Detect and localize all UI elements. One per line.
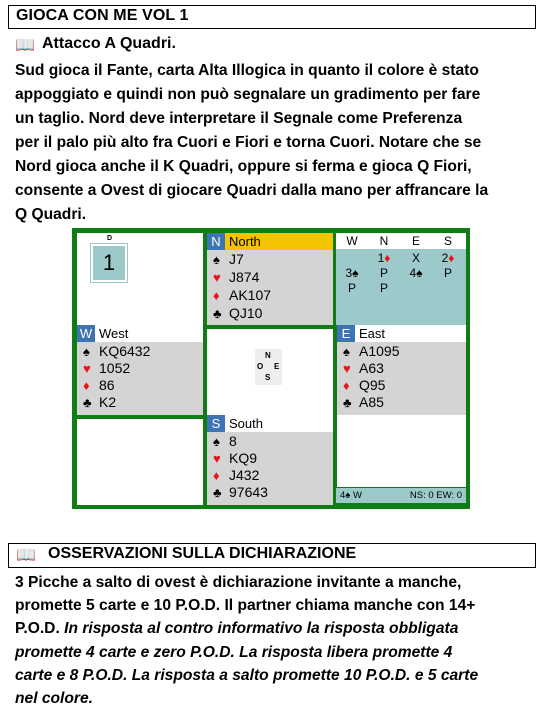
heart-icon: ♥ [213,270,221,285]
heart-icon: ♥ [343,361,351,376]
west-clubs: ♣ K2 [83,394,117,410]
north-clubs: ♣ QJ10 [213,305,263,321]
north-hand [207,233,333,325]
compass-east: E [274,362,280,371]
diamond-icon: ♦ [213,288,220,303]
bid-cell: P [379,281,388,295]
north-name: North [229,234,261,249]
section1-heading: Attacco A Quadri. [42,35,176,52]
west-hearts: ♥ 1052 [83,360,131,376]
text-line: consente a Ovest di giocare Quadri dalla mano per affrancare la [15,182,489,199]
diamond-icon: ♦ [213,468,220,483]
club-icon: ♣ [343,395,352,410]
bidding-box [336,233,466,325]
south-header [207,415,333,432]
section2-text [15,571,533,710]
page-title: GIOCA CON ME VOL 1 [16,7,189,24]
compass [255,349,282,385]
blank-cell-se [337,415,466,487]
bid-cell: P [379,266,388,280]
bid-header-w: W [346,234,358,248]
south-seat-badge: S [207,415,225,432]
south-name: South [229,416,263,431]
bid-cell: P [443,266,452,280]
club-icon: ♣ [213,485,222,500]
section2-heading: OSSERVAZIONI SULLA DICHIARAZIONE [48,545,357,562]
north-spades: ♠ J7 [213,251,244,267]
heart-icon: ♥ [213,451,221,466]
text-line: carte e 8 P.O.D. La risposta a salto promette 10 P.O.D. e 5 carte [15,666,479,684]
bid-cell: 1♦ [377,251,391,265]
book-icon: 📖 [15,37,35,54]
north-diamonds: ♦ AK107 [213,287,272,303]
dealer-label: D [107,235,113,242]
text-line: Nord gioca anche il K Quadri, oppure si ferma e gioca Q Fiori, [15,158,472,175]
bid-cell: 4♠ [409,266,423,280]
heart-icon: ♥ [83,361,91,376]
west-name: West [99,326,129,341]
west-header [77,325,203,342]
west-seat-badge: W [77,325,95,342]
bid-cell: 3♠ [345,266,359,280]
board-number-cell [77,233,203,325]
bid-header-e: E [411,234,420,248]
book-icon: 📖 [16,547,36,564]
club-icon: ♣ [213,306,222,321]
spade-icon: ♠ [213,434,220,449]
status-bar [336,488,466,503]
score: NS: 0 EW: 0 [409,490,462,501]
text-italic: In risposta al contro informativo la risposta obbligata [64,620,459,638]
contract: 4♠ W [340,490,362,501]
section1-text [15,59,533,227]
compass-west: O [257,362,264,371]
north-seat-badge: N [207,233,225,250]
east-diamonds: ♦ Q95 [343,377,386,393]
blank-cell-sw [77,419,203,505]
east-header [337,325,466,342]
north-header [207,233,333,250]
compass-north: N [265,351,271,360]
text-line: promette 5 carte e 10 P.O.D. Il partner chiama manche con 14+ [15,597,476,615]
west-hand [77,325,203,415]
diamond-icon: ♦ [83,378,90,393]
spade-icon: ♠ [213,252,220,267]
west-spades: ♠ KQ6432 [83,343,151,359]
south-spades: ♠ 8 [213,433,237,449]
text-line: per il palo più alto fra Cuori e Fiori e torna Cuori. Notare che se [15,134,482,151]
text-normal: P.O.D. [15,620,60,638]
text-line: 3 Picche a salto di ovest è dichiarazione invitante a manche, [15,574,462,591]
bid-header-s: S [443,234,452,248]
south-hand [207,415,333,505]
text-line: un taglio. Nord deve interpretare il Segnale come Preferenza [15,110,463,127]
east-spades: ♠ A1095 [343,343,400,359]
bid-cell: X [411,251,420,265]
club-icon: ♣ [83,395,92,410]
bid-header-n: N [379,234,389,248]
board-number: 1 [91,244,127,282]
compass-south: S [265,373,271,382]
south-diamonds: ♦ J432 [213,467,260,483]
east-name: East [359,326,386,341]
spade-icon: ♠ [83,344,90,359]
bid-cell: 2♦ [441,251,455,265]
north-hearts: ♥ J874 [213,269,260,285]
east-seat-badge: E [337,325,355,342]
text-line: promette 4 carte e zero P.O.D. La risposta libera promette 4 [15,643,453,661]
center-cell [207,329,333,415]
west-diamonds: ♦ 86 [83,377,115,393]
spade-icon: ♠ [343,344,350,359]
diamond-icon: ♦ [343,378,350,393]
south-clubs: ♣ 97643 [213,484,268,500]
text-line: appoggiato e quindi non può segnalare un gradimento per fare [15,86,481,103]
south-hearts: ♥ KQ9 [213,450,258,466]
text-line: Sud gioca il Fante, carta Alta Illogica in quanto il colore è stato [15,62,479,79]
text-line: nel colore. [15,690,93,708]
text-line [15,617,533,640]
bid-cell: P [347,281,356,295]
bridge-diagram [72,228,470,509]
east-hearts: ♥ A63 [343,360,384,376]
east-clubs: ♣ A85 [343,394,384,410]
east-hand [337,325,466,415]
text-line: Q Quadri. [15,206,87,223]
